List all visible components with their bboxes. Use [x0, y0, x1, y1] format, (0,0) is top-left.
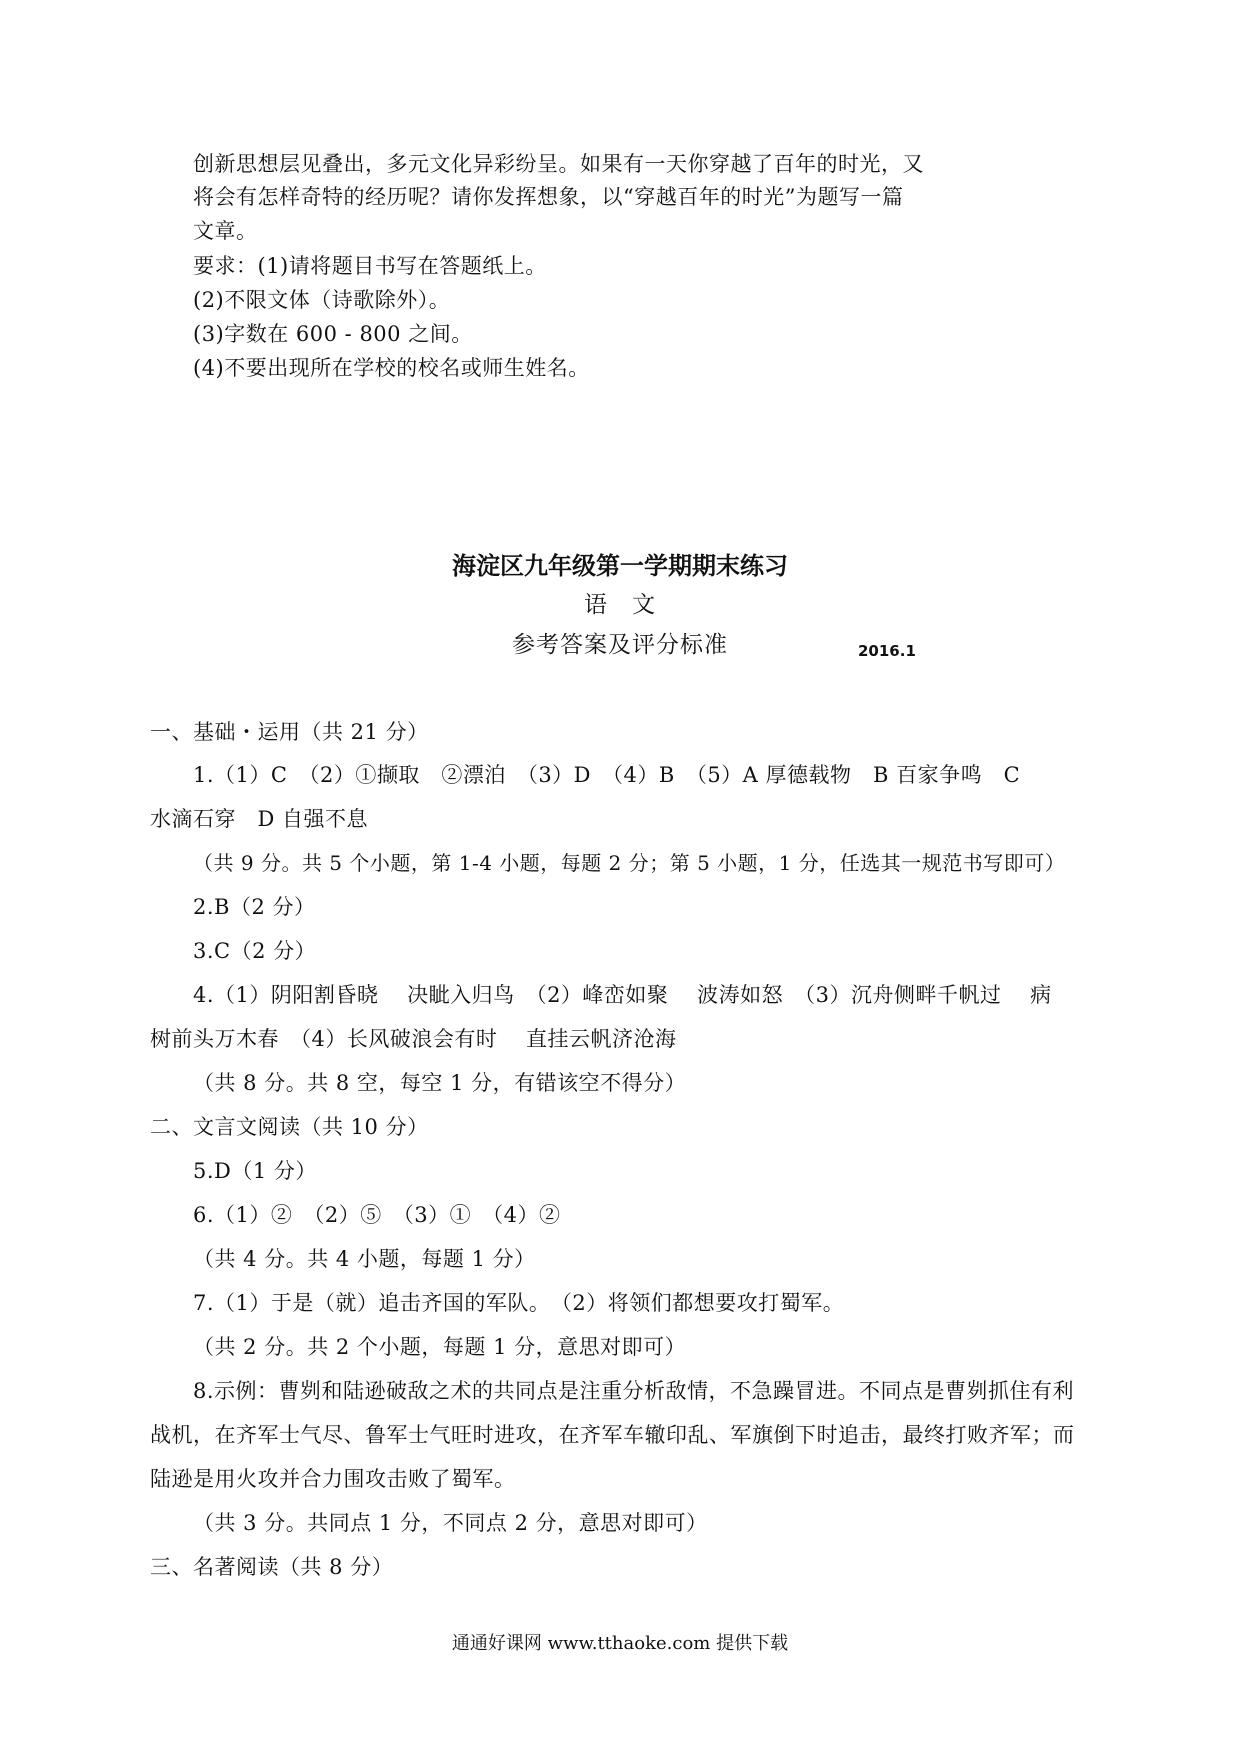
- prompt-line: 创新思想层见叠出，多元文化异彩纷呈。如果有一天你穿越了百年的时光，又: [193, 152, 924, 176]
- answer-line: 陆逊是用火攻并合力围攻击败了蜀军。: [150, 1467, 516, 1491]
- answer-line: 4.（1）阴阳割昏晓 决眦入归鸟 （2）峰峦如聚 波涛如怒 （3）沉舟侧畔千帆过 病: [193, 983, 1052, 1007]
- answer-line: 3.C（2 分）: [193, 939, 317, 963]
- answer-line: 2.B（2 分）: [193, 895, 316, 919]
- section-heading: 二、文言文阅读（共 10 分）: [150, 1115, 429, 1139]
- answer-line: 水滴石穿 D 自强不息: [150, 807, 369, 831]
- score-note: （共 4 分。共 4 小题，每题 1 分）: [193, 1247, 536, 1271]
- requirement-line: (3)字数在 600 - 800 之间。: [193, 322, 473, 346]
- section-heading: 一、基础・运用（共 21 分）: [150, 720, 429, 744]
- score-note: （共 2 分。共 2 个小题，每题 1 分，意思对即可）: [193, 1335, 687, 1359]
- answer-line: 5.D（1 分）: [193, 1159, 317, 1183]
- answer-line: 战机，在齐军士气尽、鲁军士气旺时进攻，在齐军车辙印乱、军旗倒下时追击，最终打败齐军；而: [150, 1423, 1075, 1447]
- answer-line: 树前头万木春 （4）长风破浪会有时 直挂云帆济沧海: [150, 1027, 677, 1051]
- subject-label: 语 文: [584, 592, 656, 618]
- requirement-line: (4)不要出现所在学校的校名或师生姓名。: [193, 356, 590, 380]
- answer-line: 7.（1）于是（就）追击齐国的军队。 （2）将领们都想要攻打蜀军。: [193, 1291, 845, 1315]
- score-note: （共 9 分。共 5 个小题，第 1-4 小题，每题 2 分；第 5 小题，1 分，任选其一规范书写即可）: [193, 851, 1066, 875]
- exam-date: 2016.1: [858, 642, 916, 660]
- prompt-line: 文章。: [193, 219, 258, 243]
- answer-line: 8.示例：曹刿和陆逊破敌之术的共同点是注重分析敌情，不急躁冒进。不同点是曹刿抓住有利: [193, 1379, 1075, 1403]
- section-heading: 三、名著阅读（共 8 分）: [150, 1555, 394, 1579]
- answer-line: 1.（1）C （2）①撷取 ②漂泊 （3）D （4）B （5）A 厚德载物 B 百家争鸣 C: [193, 763, 1021, 787]
- document-title: 海淀区九年级第一学期期末练习: [452, 552, 788, 580]
- answer-line: 6.（1）② （2）⑤ （3）① （4）②: [193, 1203, 561, 1227]
- prompt-line: 将会有怎样奇特的经历呢？请你发挥想象，以“穿越百年的时光”为题写一篇: [193, 185, 904, 209]
- answer-key-subtitle: 参考答案及评分标准: [512, 632, 728, 658]
- requirement-line: (2)不限文体（诗歌除外）。: [193, 288, 451, 312]
- footer-watermark: 通通好课网 www.tthaoke.com 提供下载: [451, 1633, 789, 1654]
- requirement-line: 要求：(1)请将题目书写在答题纸上。: [193, 254, 547, 278]
- score-note: （共 8 分。共 8 空，每空 1 分，有错该空不得分）: [193, 1071, 687, 1095]
- score-note: （共 3 分。共同点 1 分，不同点 2 分，意思对即可）: [193, 1511, 708, 1535]
